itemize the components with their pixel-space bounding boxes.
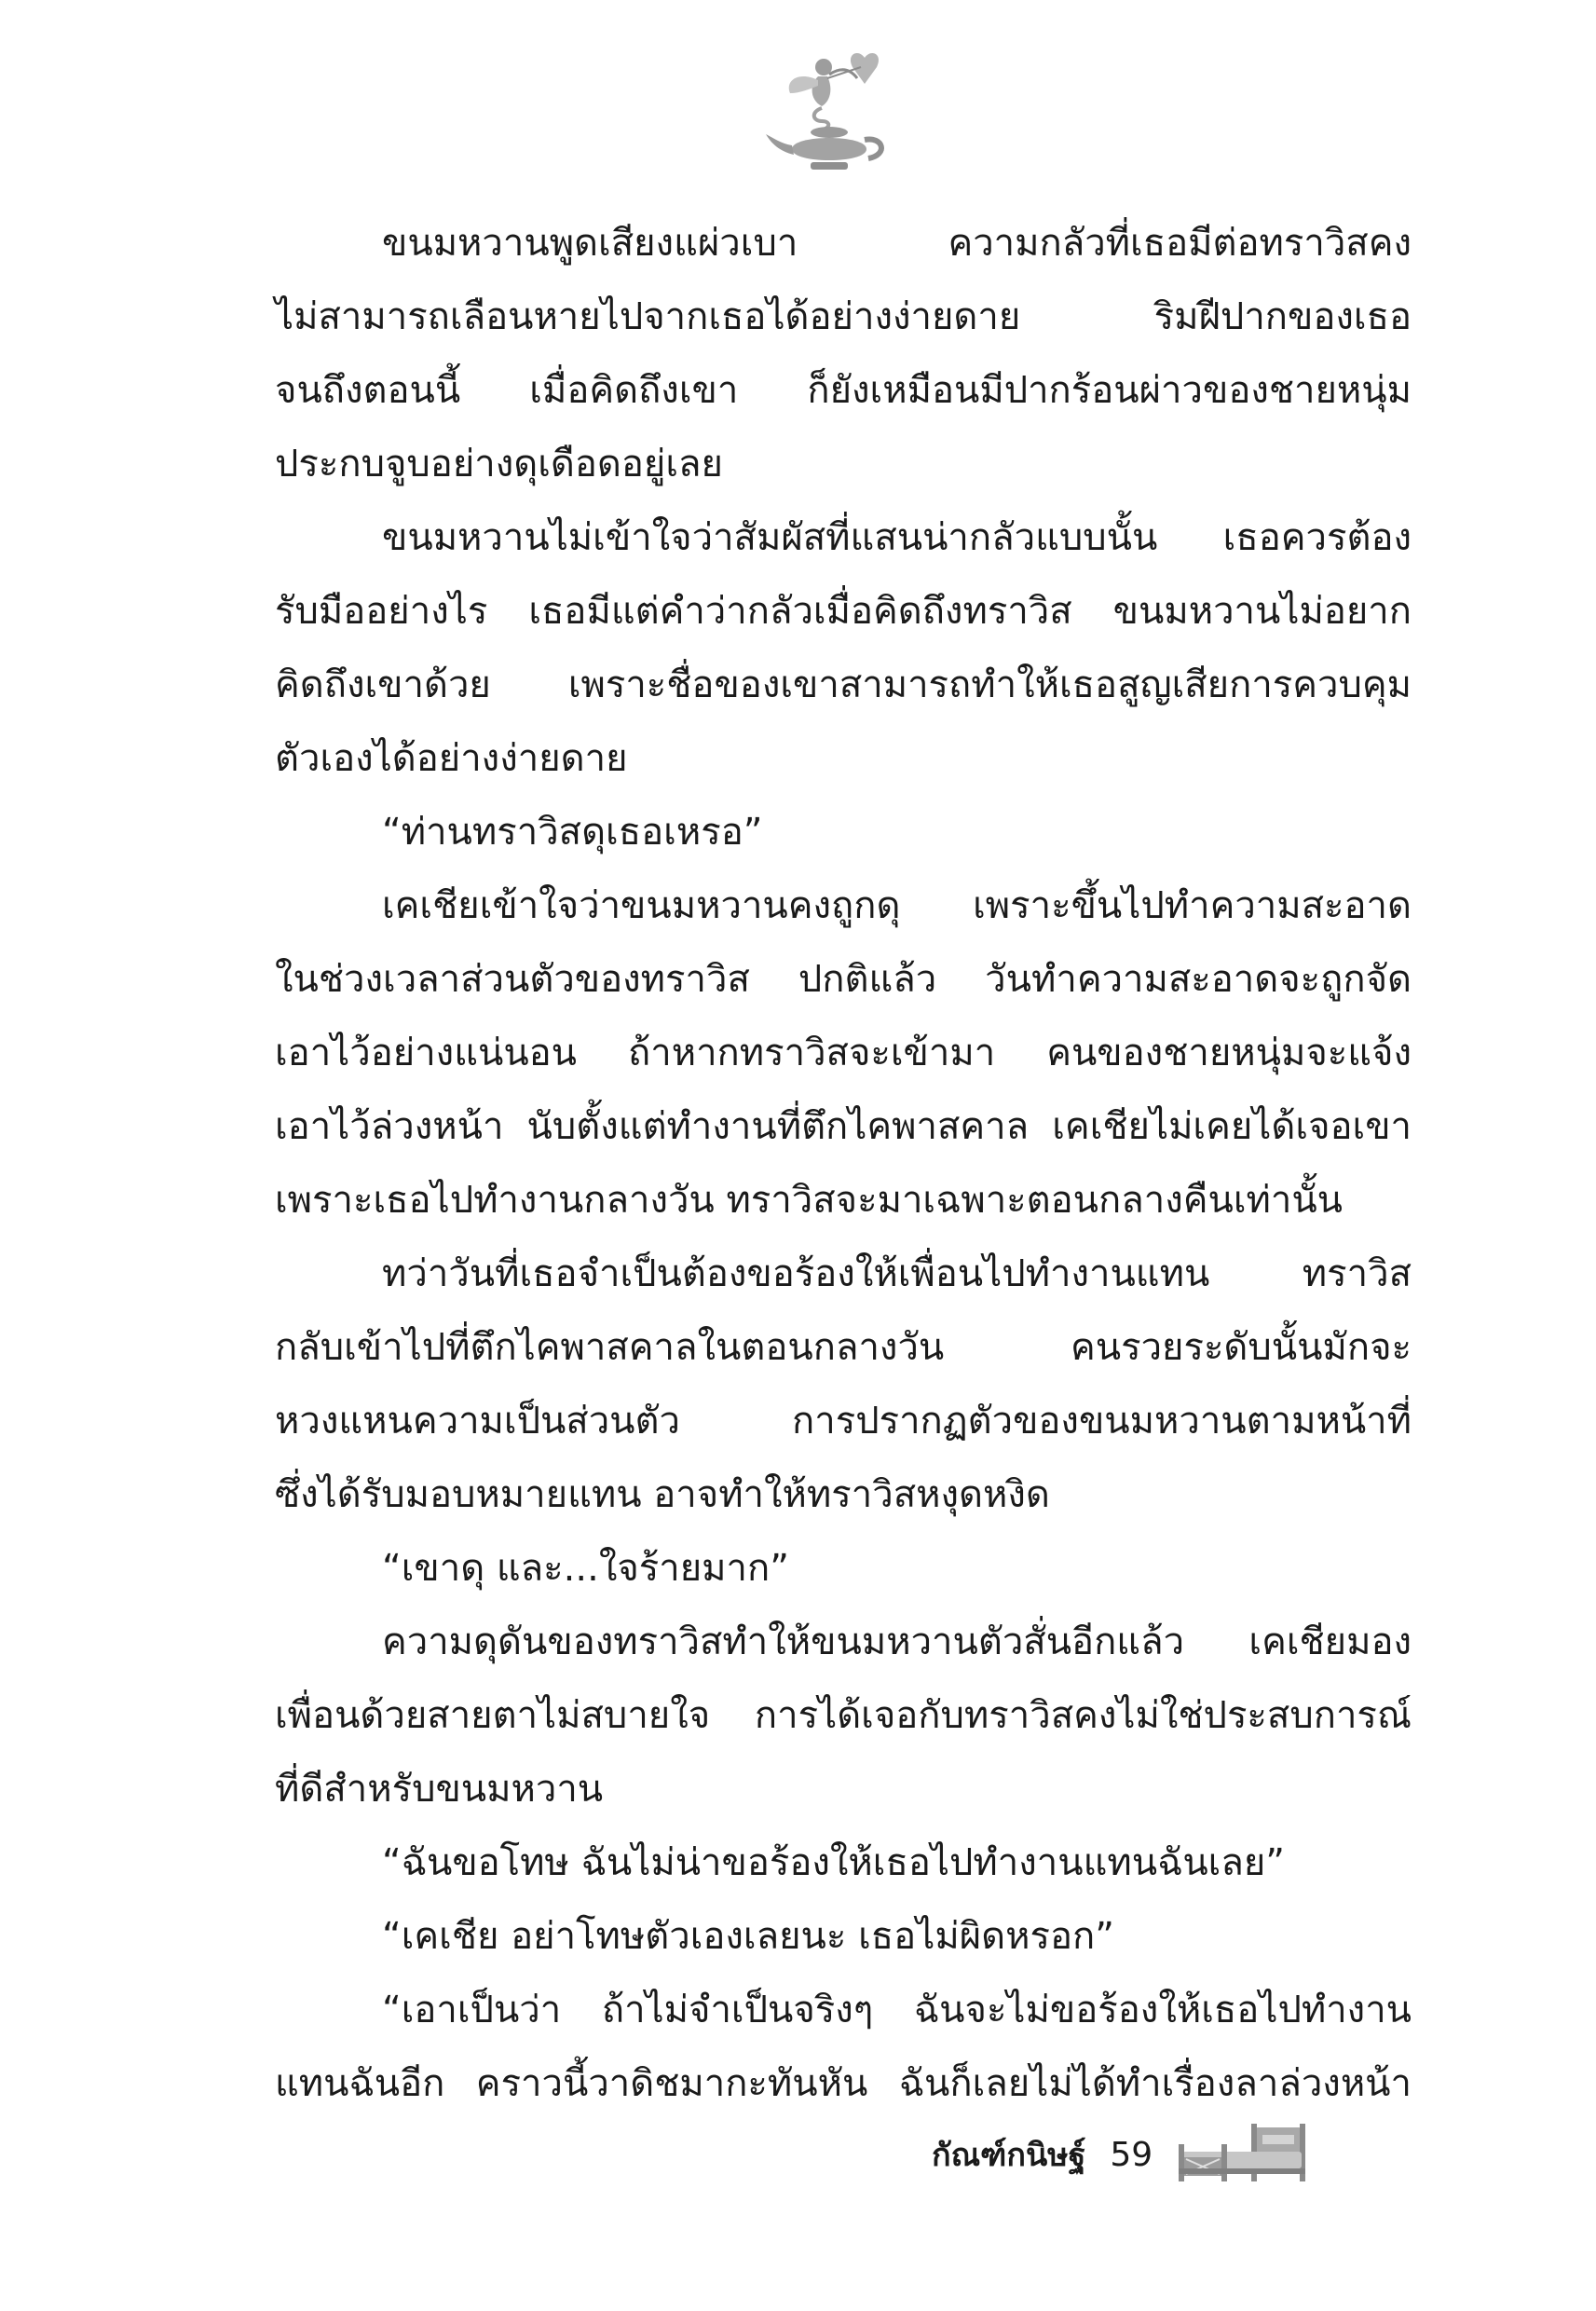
text-line: หวงแหนความเป็นส่วนตัว การปรากฏตัวของขนมหวานตามหน้าที่: [275, 1400, 1412, 1443]
text-line: “เคเชีย อย่าโทษตัวเองเลยนะ เธอไม่ผิดหรอก”: [382, 1915, 1114, 1958]
text-line: คิดถึงเขาด้วย เพราะชื่อของเขาสามารถทำให้เธอสูญเสียการควบคุม: [275, 663, 1412, 706]
text-line: จนถึงตอนนี้ เมื่อคิดถึงเขา ก็ยังเหมือนมีปากร้อนผ่าวของชายหนุ่ม: [275, 369, 1412, 412]
text-line: ที่ดีสำหรับขนมหวาน: [275, 1768, 604, 1811]
text-line: เอาไว้อย่างแน่นอน ถ้าหากทราวิสจะเข้ามา คนของชายหนุ่มจะแจ้ง: [275, 1032, 1412, 1074]
text-line: ประกบจูบอย่างดุเดือดอยู่เลย: [275, 443, 723, 485]
text-line: ตัวเองได้อย่างง่ายดาย: [275, 737, 628, 780]
text-line: กลับเข้าไปที่ตึกไคพาสคาลในตอนกลางวัน คนรวยระดับนั้นมักจะ: [275, 1326, 1412, 1369]
teapot-cupid-icon: [764, 47, 904, 177]
body-text: [275, 207, 1412, 2121]
dialogue-paragraph: [275, 1532, 1412, 1606]
dialogue-paragraph: [275, 1826, 1412, 1900]
dialogue-paragraph: [275, 796, 1412, 869]
text-line: “เอาเป็นว่า ถ้าไม่จำเป็นจริงๆ ฉันจะไม่ขอร้องให้เธอไปทำงาน: [382, 1989, 1412, 2031]
text-line: ทว่าวันที่เธอจำเป็นต้องขอร้องให้เพื่อนไปทำงานแทน ทราวิส: [382, 1252, 1412, 1295]
text-line: ขนมหวานพูดเสียงแผ่วเบา ความกลัวที่เธอมีต่อทราวิสคง: [382, 222, 1412, 265]
book-title: กัณฑ์กนิษฐ์: [932, 2137, 1086, 2174]
paragraph: [275, 1238, 1412, 1532]
text-line: รับมืออย่างไร เธอมีแต่คำว่ากลัวเมื่อคิดถึงทราวิส ขนมหวานไม่อยาก: [275, 590, 1412, 633]
text-line: ในช่วงเวลาส่วนตัวของทราวิส ปกติแล้ว วันทำความสะอาดจะถูกจัด: [275, 958, 1412, 1001]
dialogue-paragraph: [275, 1900, 1412, 1974]
page-number: 59: [1110, 2135, 1153, 2174]
paragraph: [275, 207, 1412, 501]
paragraph: [275, 1606, 1412, 1826]
text-line: เพราะเธอไปทำงานกลางวัน ทราวิสจะมาเฉพาะตอนกลางคืนเท่านั้น: [275, 1179, 1344, 1222]
text-line: แทนฉันอีก คราวนี้วาดิชมากะทันหัน ฉันก็เลยไม่ได้ทำเรื่องลาล่วงหน้า: [275, 2062, 1412, 2105]
text-line: เอาไว้ล่วงหน้า นับตั้งแต่ทำงานที่ตึกไคพาสคาล เคเชียไม่เคยได้เจอเขา: [275, 1105, 1412, 1148]
text-line: เพื่อนด้วยสายตาไม่สบายใจ การได้เจอกับทราวิสคงไม่ใช่ประสบการณ์: [275, 1694, 1412, 1737]
text-line: ความดุดันของทราวิสทำให้ขนมหวานตัวสั่นอีกแล้ว เคเชียมอง: [382, 1620, 1412, 1663]
text-line: ไม่สามารถเลือนหายไปจากเธอได้อย่างง่ายดาย ริมฝีปากของเธอ: [275, 295, 1412, 338]
text-line: ซึ่งได้รับมอบหมายแทน อาจทำให้ทราวิสหงุดหงิด: [275, 1473, 1050, 1516]
page-footer: [932, 2117, 1307, 2192]
text-line: “ท่านทราวิสดุเธอเหรอ”: [382, 811, 763, 854]
text-line: “ฉันขอโทษ ฉันไม่น่าขอร้องให้เธอไปทำงานแทนฉันเลย”: [382, 1841, 1286, 1884]
bed-icon: [1177, 2124, 1307, 2185]
paragraph: [275, 501, 1412, 796]
text-line: ขนมหวานไม่เข้าใจว่าสัมผัสที่แสนน่ากลัวแบบนั้น เธอควรต้อง: [382, 516, 1412, 559]
text-line: เคเชียเข้าใจว่าขนมหวานคงถูกดุ เพราะขึ้นไปทำความสะอาด: [382, 884, 1412, 927]
paragraph: [275, 869, 1412, 1238]
text-line: “เขาดุ และ...ใจร้ายมาก”: [382, 1547, 789, 1590]
dialogue-paragraph: [275, 1974, 1412, 2121]
